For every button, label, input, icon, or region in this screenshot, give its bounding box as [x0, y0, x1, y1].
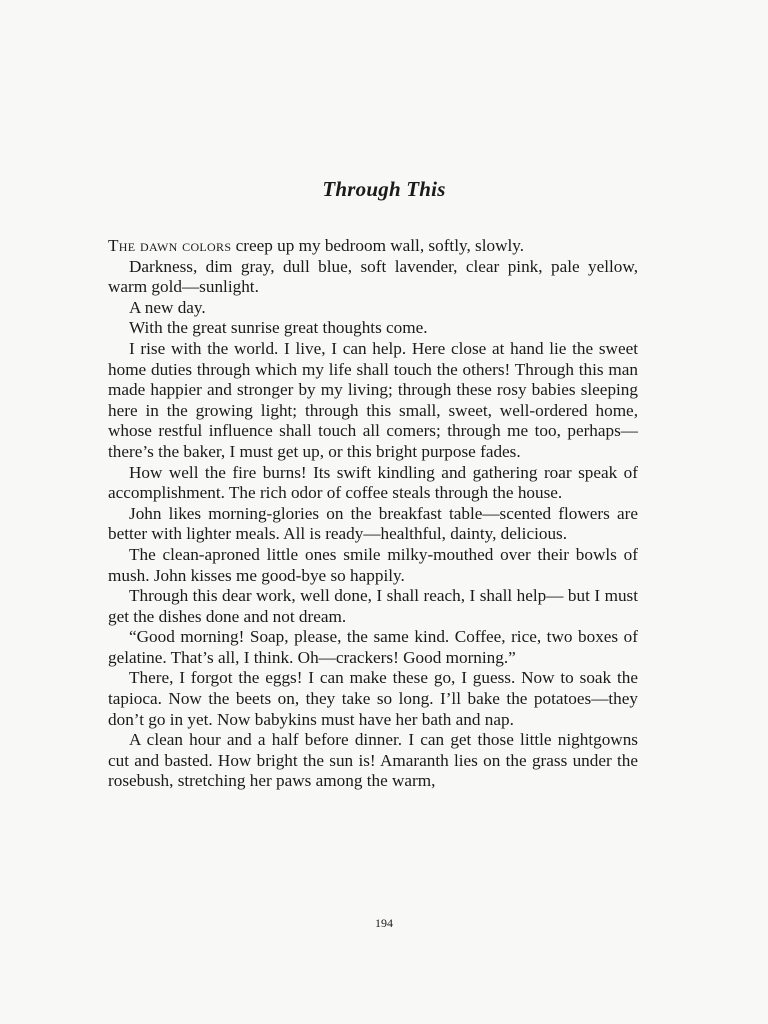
paragraph-text: creep up my bedroom wall, softly, slowly. — [231, 236, 525, 255]
paragraph: John likes morning-glories on the breakfast table—scented flowers are better with lighter meals. All is ready—healthful, dainty, delicious. — [108, 503, 638, 544]
opening-small-caps: The dawn colors — [108, 236, 232, 255]
paragraph: Through this dear work, well done, I shall reach, I shall help— but I must get the dishes done and not dream. — [108, 586, 638, 626]
paragraph: There, I forgot the eggs! I can make these go, I guess. Now to soak the tapioca. Now the beets on, they take so long. I’ll bake the potatoes—they don’t go in yet. Now babykins must have her bath and nap. — [108, 668, 638, 729]
chapter-title: Through This — [322, 177, 446, 201]
paragraph: With the great sunrise great thoughts come. — [129, 318, 428, 338]
paragraph: Darkness, dim gray, dull blue, soft lavender, clear pink, pale yellow, warm gold—sunlight. — [108, 256, 638, 297]
paragraph: The clean-aproned little ones smile milky-mouthed over their bowls of mush. John kisses me good-bye so happily. — [108, 544, 638, 585]
paragraph: A clean hour and a half before dinner. I can get those little nightgowns cut and basted. How bright the sun is! Amaranth lies on the grass under the rosebush, stretching her paws among the warm, — [108, 730, 638, 791]
paragraph: A new day. — [129, 297, 206, 317]
paragraph: How well the fire burns! Its swift kindling and gathering roar speak of accomplishment. The rich odor of coffee steals through the house. — [108, 462, 638, 503]
paragraph — [108, 236, 638, 257]
paragraph: “Good morning! Soap, please, the same kind. Coffee, rice, two boxes of gelatine. That’s all, I think. Oh—crackers! Good morning.” — [108, 627, 638, 667]
chapter-body — [108, 236, 638, 792]
page-number: 194 — [375, 916, 393, 930]
paragraph: I rise with the world. I live, I can help. Here close at hand lie the sweet home duties through which my life shall touch the others! Through this man made happier and stronger by my living; through these rosy babies sleeping here in the growing light; through this small, sweet, well-ordered home, whose restful influence shall touch all comers; through me too, perhaps—there’s the baker, I must get up, or this bright purpose fades. — [108, 338, 638, 461]
